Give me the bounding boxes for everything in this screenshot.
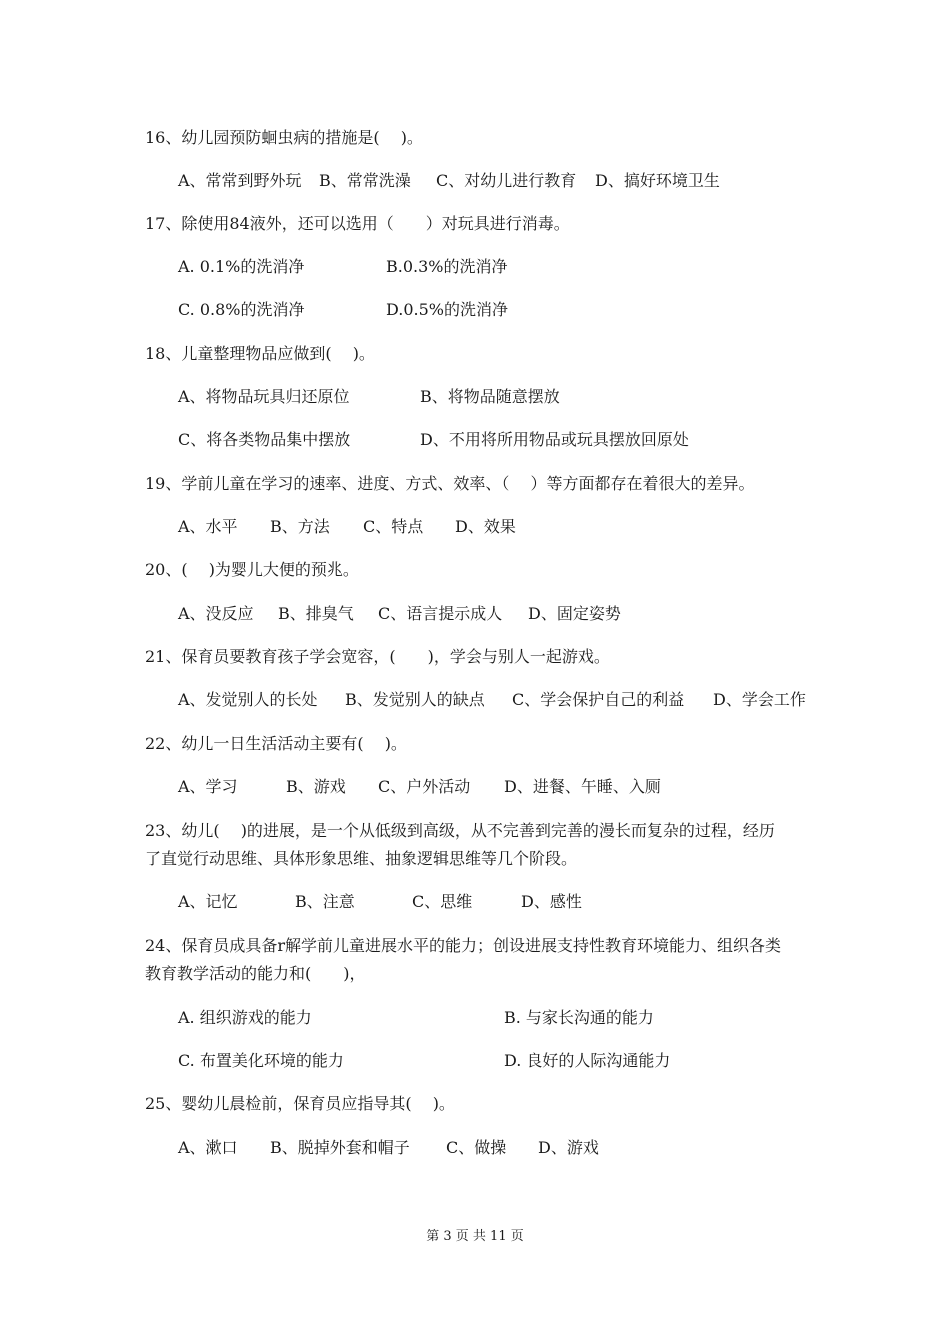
option-b: B. 与家长沟通的能力 <box>504 1008 654 1027</box>
option-b: B、发觉别人的缺点 <box>345 690 485 709</box>
option-d: D、感性 <box>521 892 582 911</box>
question-24-stem-line-2: 教育教学活动的能力和( )， <box>145 964 366 983</box>
page-number-footer: 第 3 页 共 11 页 <box>426 1229 524 1244</box>
question-20-options <box>178 604 621 624</box>
option-a: A、常常到野外玩 <box>178 171 302 190</box>
option-b: B、方法 <box>270 517 330 536</box>
option-c: C、特点 <box>363 517 424 536</box>
option-c: C. 0.8%的洗消净 <box>178 300 305 319</box>
option-b: B、脱掉外套和帽子 <box>270 1138 410 1157</box>
question-20-stem: 20、( )为婴儿大便的预兆。 <box>145 560 359 579</box>
question-25-stem: 25、婴幼儿晨检前，保育员应指导其( )。 <box>145 1094 455 1113</box>
option-c: C、对幼儿进行教育 <box>436 171 577 190</box>
question-17-options-row-2 <box>178 300 508 320</box>
question-19-stem: 19、学前儿童在学习的速率、进度、方式、效率、（ ）等方面都存在着很大的差异。 <box>145 474 755 493</box>
question-21-stem: 21、保育员要教育孩子学会宽容，( )，学会与别人一起游戏。 <box>145 647 610 666</box>
option-a: A、没反应 <box>178 604 254 623</box>
option-c: C. 布置美化环境的能力 <box>178 1051 344 1070</box>
option-c: C、语言提示成人 <box>378 604 503 623</box>
question-24-stem-line-1: 24、保育员成具备r解学前儿童进展水平的能力；创设进展支持性教育环境能力、组织各类 <box>145 936 782 955</box>
option-b: B、注意 <box>295 892 355 911</box>
option-d: D、不用将所用物品或玩具摆放回原处 <box>420 430 689 449</box>
option-a: A、水平 <box>178 517 238 536</box>
option-d: D、游戏 <box>538 1138 599 1157</box>
option-d: D、学会工作 <box>713 690 806 709</box>
option-a: A、记忆 <box>178 892 238 911</box>
question-22-options <box>178 777 661 797</box>
question-17-options-row-1 <box>178 257 508 277</box>
question-17-stem: 17、除使用84液外，还可以选用（ ）对玩具进行消毒。 <box>145 214 570 233</box>
option-c: C、思维 <box>412 892 473 911</box>
option-a: A、将物品玩具归还原位 <box>178 387 350 406</box>
option-d: D.0.5%的洗消净 <box>386 300 508 319</box>
question-16-options <box>178 171 720 191</box>
option-d: D、搞好环境卫生 <box>595 171 720 190</box>
question-23-stem-line-2: 了直觉行动思维、具体形象思维、抽象逻辑思维等几个阶段。 <box>145 849 578 868</box>
question-22-stem: 22、幼儿一日生活活动主要有( )。 <box>145 734 407 753</box>
question-24-options-row-1 <box>178 1008 654 1028</box>
question-25-options <box>178 1138 599 1158</box>
option-b: B、游戏 <box>286 777 346 796</box>
question-18-options-row-1 <box>178 387 560 407</box>
option-a: A、发觉别人的长处 <box>178 690 318 709</box>
question-21-options <box>178 690 806 710</box>
question-18-options-row-2 <box>178 430 689 450</box>
option-a: A. 组织游戏的能力 <box>178 1008 312 1027</box>
option-d: D、效果 <box>455 517 516 536</box>
option-c: C、户外活动 <box>378 777 471 796</box>
option-c: C、将各类物品集中摆放 <box>178 430 351 449</box>
question-19-options <box>178 517 516 537</box>
option-c: C、学会保护自己的利益 <box>512 690 685 709</box>
question-16-stem: 16、幼儿园预防蛔虫病的措施是( )。 <box>145 128 423 147</box>
option-d: D、固定姿势 <box>528 604 621 623</box>
option-b: B、排臭气 <box>278 604 354 623</box>
option-b: B、将物品随意摆放 <box>420 387 560 406</box>
option-a: A. 0.1%的洗消净 <box>178 257 305 276</box>
question-23-stem-line-1: 23、幼儿( )的进展，是一个从低级到高级，从不完善到完善的漫长而复杂的过程，经历 <box>145 821 775 840</box>
option-b: B.0.3%的洗消净 <box>386 257 508 276</box>
option-d: D. 良好的人际沟通能力 <box>504 1051 671 1070</box>
option-d: D、进餐、午睡、入厕 <box>504 777 661 796</box>
option-a: A、漱口 <box>178 1138 238 1157</box>
option-b: B、常常洗澡 <box>319 171 411 190</box>
option-a: A、学习 <box>178 777 238 796</box>
option-c: C、做操 <box>446 1138 507 1157</box>
question-18-stem: 18、儿童整理物品应做到( )。 <box>145 344 375 363</box>
question-23-options <box>178 892 582 912</box>
question-24-options-row-2 <box>178 1051 670 1071</box>
